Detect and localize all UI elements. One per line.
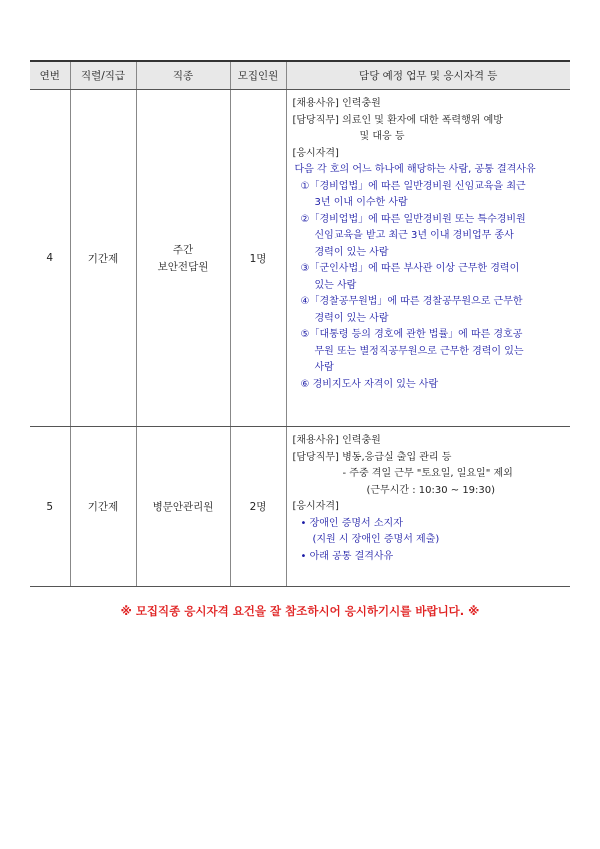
desc-line: ④「경찰공무원법」에 따른 경찰공무원으로 근무한: [300, 296, 523, 307]
header-series: 직렬/직급: [70, 61, 136, 90]
desc-line: 다음 각 호의 어느 하나에 해당하는 사람, 공통 결격사유: [294, 164, 536, 175]
row-type-line: 보안전담원: [157, 261, 209, 273]
desc-line: ⑥ 경비지도사 자격이 있는 사람: [300, 378, 439, 390]
desc-line: • 아래 공통 결격사유: [300, 550, 394, 562]
desc-line: (근무시간 : 10:30 ~ 19:30): [366, 484, 496, 496]
row-series: 기간제: [70, 90, 136, 427]
row-no: 4: [30, 90, 70, 427]
row-type: 병문안관리원: [136, 427, 230, 587]
header-duties: 담당 예정 업무 및 응시자격 등: [286, 61, 570, 90]
desc-line: ②「경비업법」에 따른 일반경비원 또는 특수경비원: [300, 213, 526, 225]
desc-line: ③「군인사법」에 따른 부사관 이상 근무한 경력이: [300, 263, 520, 274]
row-count: 1명: [230, 90, 286, 427]
desc-line: 3년 이내 이수한 사람: [314, 197, 408, 208]
desc-line: [담당직무] 병동,응급실 출입 관리 등: [292, 451, 452, 463]
desc-line: (지원 시 장애인 증명서 제출): [312, 534, 440, 545]
table-header-row: [30, 61, 570, 90]
header-type: 직종: [136, 61, 230, 90]
footer-note: ※ 모집직종 응시자격 요건을 잘 참조하시어 응시하기시를 바랍니다. ※: [120, 604, 480, 618]
desc-line: 및 대응 등: [359, 131, 405, 142]
desc-line: 경력이 있는 사람: [314, 246, 389, 258]
desc-line: 사람: [314, 362, 334, 373]
row-description: [286, 427, 570, 587]
desc-line: [채용사유] 인력충원: [292, 435, 381, 446]
table-row: [30, 427, 570, 587]
desc-line: ①「경비업법」에 따른 일반경비원 신임교육을 최근: [300, 180, 526, 192]
desc-line: • 장애인 증명서 소지자: [300, 517, 403, 529]
recruitment-table: [30, 60, 570, 587]
row-type: [136, 90, 230, 427]
desc-line: [응시자격]: [292, 501, 339, 512]
header-no: 연번: [30, 61, 70, 90]
row-type-line: 주간: [172, 244, 194, 256]
row-count: 2명: [230, 427, 286, 587]
row-series: 기간제: [70, 427, 136, 587]
row-no: 5: [30, 427, 70, 587]
desc-line: [담당직무] 의료인 및 환자에 대한 폭력행위 예방: [292, 114, 503, 126]
header-count: 모집인원: [230, 61, 286, 90]
desc-line: - 주중 격일 근무 "토요일, 일요일" 제외: [342, 468, 513, 479]
desc-line: 무원 또는 별정직공무원으로 근무한 경력이 있는: [314, 345, 524, 357]
desc-line: [채용사유] 인력충원: [292, 98, 381, 109]
table-row: [30, 90, 570, 427]
desc-line: [응시자격]: [292, 147, 339, 159]
desc-line: ⑤「대통령 등의 경호에 관한 법률」에 따른 경호공: [300, 329, 523, 340]
desc-line: 신임교육을 받고 최근 3년 이내 경비업무 종사: [314, 230, 514, 241]
row-description: [286, 90, 570, 427]
desc-line: 경력이 있는 사람: [314, 312, 389, 324]
desc-line: 있는 사람: [314, 279, 357, 291]
